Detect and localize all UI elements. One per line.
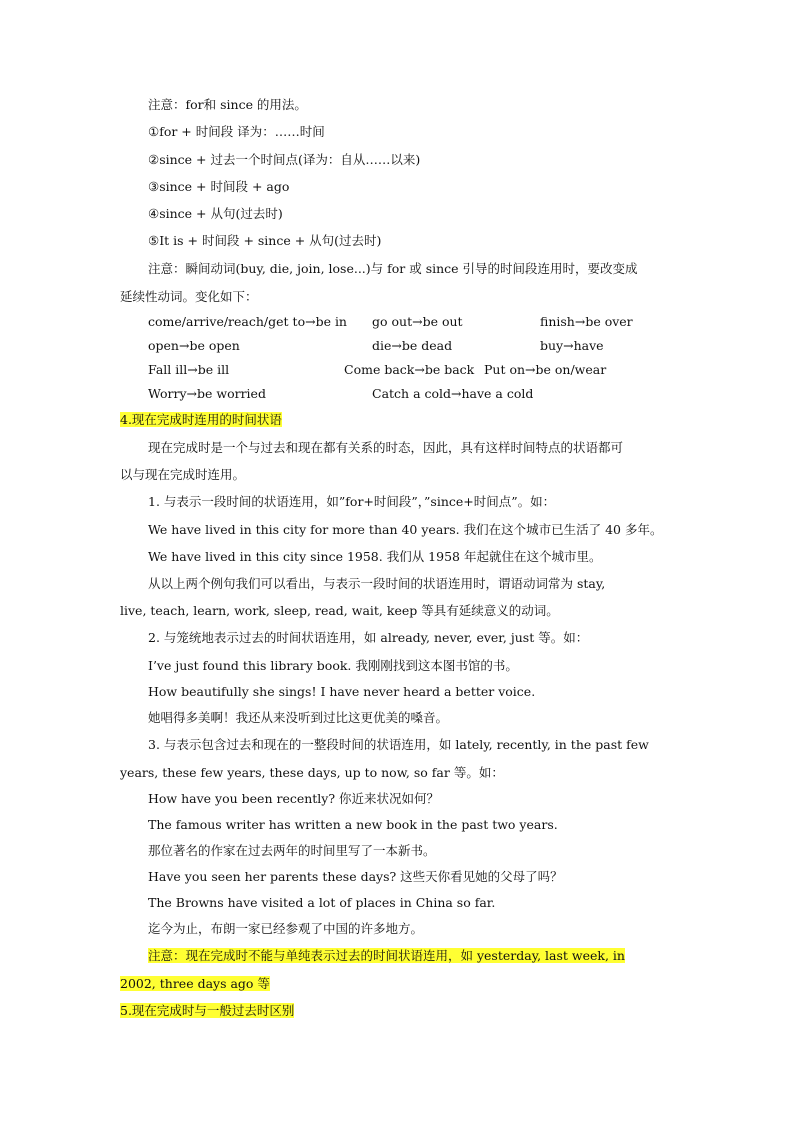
s4-point-1b-line-2: live, teach, learn, work, sleep, read, wait, keep 等具有延续意义的动词。 <box>120 603 559 618</box>
conversion-cell: Catch a cold→have a cold <box>372 386 534 401</box>
note-momentary-line-1: 注意：瞬间动词(buy, die, join, lose...)与 for 或 since 引导的时间段连用时，要改变成 <box>148 261 638 276</box>
s4-warning-line-2 <box>120 975 270 993</box>
s4-example-4-translation: 她唱得多美啊！我还从来没听到过比这更优美的嗓音。 <box>148 710 449 725</box>
rule-1: ①for + 时间段 译为：……时间 <box>148 124 325 139</box>
s4-example-6-translation: 那位著名的作家在过去两年的时间里写了一本新书。 <box>148 843 436 858</box>
s4-point-3-line-1: 3. 与表示包含过去和现在的一整段时间的状语连用，如 lately, recently, in the past few <box>148 737 649 752</box>
s4-example-1: We have lived in this city for more than 40 years. 我们在这个城市已生活了 40 多年。 <box>148 522 663 537</box>
rule-3: ③since + 时间段 + ago <box>148 179 290 194</box>
s4-point-2: 2. 与笼统地表示过去的时间状语连用，如 already, never, ever, just 等。如： <box>148 630 589 645</box>
s4-point-1b-line-1: 从以上两个例句我们可以看出，与表示一段时间的状语连用时，谓语动词常为 stay, <box>148 576 606 591</box>
s4-intro-line-2: 以与现在完成时连用。 <box>120 467 246 482</box>
section-5-title-text: 5.现在完成时与一般过去时区别 <box>120 1003 295 1018</box>
rule-5: ⑤It is + 时间段 + since + 从句(过去时) <box>148 233 382 248</box>
conversion-cell: Worry→be worried <box>148 386 266 401</box>
rule-2: ②since + 过去一个时间点(译为：自从……以来) <box>148 152 421 167</box>
conversion-cell: Fall ill→be ill <box>148 362 230 377</box>
conversion-cell: die→be dead <box>372 338 453 353</box>
s4-point-1: 1. 与表示一段时间的状语连用，如”for+时间段”，”since+时间点”。如： <box>148 494 556 509</box>
s4-example-8: The Browns have visited a lot of places in China so far. <box>148 895 496 910</box>
conversion-cell: Put on→be on/wear <box>484 362 607 377</box>
s4-example-4: How beautifully she sings! I have never heard a better voice. <box>148 684 536 699</box>
section-5-title <box>120 1002 294 1020</box>
s4-warning-line-2-text: 2002, three days ago 等 <box>120 976 270 991</box>
conversion-cell: come/arrive/reach/get to→be in <box>148 314 347 329</box>
note-for-since: 注意：for和 since 的用法。 <box>148 97 307 112</box>
s4-example-5: How have you been recently? 你近来状况如何？ <box>148 791 440 806</box>
rule-4: ④since + 从句(过去时) <box>148 206 283 221</box>
s4-point-3-line-2: years, these few years, these days, up to now, so far 等。如： <box>120 765 504 780</box>
section-4-title <box>120 411 282 429</box>
s4-example-2: We have lived in this city since 1958. 我们从 1958 年起就住在这个城市里。 <box>148 549 602 564</box>
note-momentary-line-2: 延续性动词。变化如下： <box>120 289 258 304</box>
conversion-cell: go out→be out <box>372 314 463 329</box>
s4-example-3: I’ve just found this library book. 我刚刚找到这本图书馆的书。 <box>148 658 518 673</box>
s4-example-7: Have you seen her parents these days? 这些天你看见她的父母了吗？ <box>148 869 563 884</box>
conversion-cell: open→be open <box>148 338 240 353</box>
s4-example-8-translation: 迄今为止，布朗一家已经参观了中国的许多地方。 <box>148 921 424 936</box>
s4-warning-line-1-text: 注意：现在完成时不能与单纯表示过去的时间状语连用，如 yesterday, last week, in <box>148 948 625 963</box>
conversion-cell: finish→be over <box>540 314 633 329</box>
s4-intro-line-1: 现在完成时是一个与过去和现在都有关系的时态，因此，具有这样时间特点的状语都可 <box>148 440 624 455</box>
s4-warning-line-1 <box>148 947 625 965</box>
s4-example-6: The famous writer has written a new book in the past two years. <box>148 817 558 832</box>
section-4-title-text: 4.现在完成时连用的时间状语 <box>120 412 282 427</box>
conversion-cell: Come back→be back <box>344 362 475 377</box>
conversion-cell: buy→have <box>540 338 604 353</box>
